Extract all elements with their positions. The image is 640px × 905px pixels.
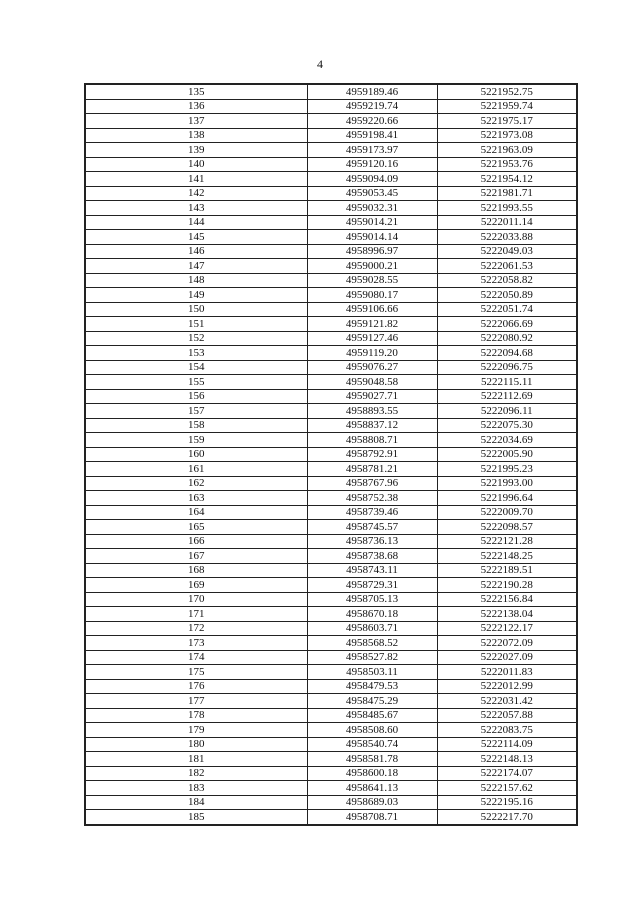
table-row bbox=[85, 621, 577, 636]
x-coordinate-cell: 4958670.18 bbox=[307, 607, 437, 622]
y-coordinate-cell: 5222112.69 bbox=[437, 389, 577, 404]
point-number-cell: 147 bbox=[85, 259, 307, 274]
y-coordinate-cell: 5221996.64 bbox=[437, 491, 577, 506]
x-coordinate-cell: 4959014.21 bbox=[307, 215, 437, 230]
y-coordinate-cell: 5221995.23 bbox=[437, 462, 577, 477]
x-coordinate-cell: 4959173.97 bbox=[307, 143, 437, 158]
x-coordinate-cell: 4958568.52 bbox=[307, 636, 437, 651]
point-number-cell: 176 bbox=[85, 679, 307, 694]
x-coordinate-cell: 4958705.13 bbox=[307, 592, 437, 607]
x-coordinate-cell: 4958738.68 bbox=[307, 549, 437, 564]
table-row bbox=[85, 172, 577, 187]
x-coordinate-cell: 4958729.31 bbox=[307, 578, 437, 593]
y-coordinate-cell: 5222057.88 bbox=[437, 708, 577, 723]
y-coordinate-cell: 5222080.92 bbox=[437, 331, 577, 346]
y-coordinate-cell: 5221975.17 bbox=[437, 114, 577, 129]
y-coordinate-cell: 5222114.09 bbox=[437, 737, 577, 752]
x-coordinate-cell: 4958745.57 bbox=[307, 520, 437, 535]
x-coordinate-cell: 4959000.21 bbox=[307, 259, 437, 274]
point-number-cell: 135 bbox=[85, 84, 307, 99]
table-row bbox=[85, 723, 577, 738]
y-coordinate-cell: 5221993.00 bbox=[437, 476, 577, 491]
y-coordinate-cell: 5222189.51 bbox=[437, 563, 577, 578]
table-row bbox=[85, 491, 577, 506]
point-number-cell: 181 bbox=[85, 752, 307, 767]
point-number-cell: 170 bbox=[85, 592, 307, 607]
point-number-cell: 158 bbox=[85, 418, 307, 433]
x-coordinate-cell: 4958752.38 bbox=[307, 491, 437, 506]
table-row bbox=[85, 534, 577, 549]
table-row bbox=[85, 766, 577, 781]
point-number-cell: 182 bbox=[85, 766, 307, 781]
y-coordinate-cell: 5222190.28 bbox=[437, 578, 577, 593]
x-coordinate-cell: 4958996.97 bbox=[307, 244, 437, 259]
x-coordinate-cell: 4958739.46 bbox=[307, 505, 437, 520]
point-number-cell: 160 bbox=[85, 447, 307, 462]
point-number-cell: 140 bbox=[85, 157, 307, 172]
y-coordinate-cell: 5222098.57 bbox=[437, 520, 577, 535]
y-coordinate-cell: 5221954.12 bbox=[437, 172, 577, 187]
x-coordinate-cell: 4958581.78 bbox=[307, 752, 437, 767]
point-number-cell: 139 bbox=[85, 143, 307, 158]
table-row bbox=[85, 433, 577, 448]
point-number-cell: 136 bbox=[85, 99, 307, 114]
point-number-cell: 169 bbox=[85, 578, 307, 593]
y-coordinate-cell: 5222096.11 bbox=[437, 404, 577, 419]
table-row bbox=[85, 215, 577, 230]
table-row bbox=[85, 346, 577, 361]
table-row bbox=[85, 578, 577, 593]
point-number-cell: 183 bbox=[85, 781, 307, 796]
x-coordinate-cell: 4959032.31 bbox=[307, 201, 437, 216]
x-coordinate-cell: 4959048.58 bbox=[307, 375, 437, 390]
point-number-cell: 146 bbox=[85, 244, 307, 259]
x-coordinate-cell: 4958508.60 bbox=[307, 723, 437, 738]
table-row bbox=[85, 230, 577, 245]
table-row bbox=[85, 679, 577, 694]
point-number-cell: 163 bbox=[85, 491, 307, 506]
table-row bbox=[85, 317, 577, 332]
x-coordinate-cell: 4958600.18 bbox=[307, 766, 437, 781]
y-coordinate-cell: 5222083.75 bbox=[437, 723, 577, 738]
y-coordinate-cell: 5222195.16 bbox=[437, 795, 577, 810]
y-coordinate-cell: 5222157.62 bbox=[437, 781, 577, 796]
point-number-cell: 177 bbox=[85, 694, 307, 709]
y-coordinate-cell: 5222096.75 bbox=[437, 360, 577, 375]
y-coordinate-cell: 5222033.88 bbox=[437, 230, 577, 245]
y-coordinate-cell: 5222049.03 bbox=[437, 244, 577, 259]
table-row bbox=[85, 694, 577, 709]
y-coordinate-cell: 5221959.74 bbox=[437, 99, 577, 114]
point-number-cell: 162 bbox=[85, 476, 307, 491]
table-row bbox=[85, 563, 577, 578]
point-number-cell: 143 bbox=[85, 201, 307, 216]
x-coordinate-cell: 4958485.67 bbox=[307, 708, 437, 723]
y-coordinate-cell: 5221973.08 bbox=[437, 128, 577, 143]
table-row bbox=[85, 549, 577, 564]
table-row bbox=[85, 447, 577, 462]
y-coordinate-cell: 5222034.69 bbox=[437, 433, 577, 448]
x-coordinate-cell: 4959028.55 bbox=[307, 273, 437, 288]
y-coordinate-cell: 5222011.83 bbox=[437, 665, 577, 680]
x-coordinate-cell: 4959119.20 bbox=[307, 346, 437, 361]
coordinates-table-body bbox=[85, 84, 577, 825]
table-row bbox=[85, 114, 577, 129]
point-number-cell: 150 bbox=[85, 302, 307, 317]
point-number-cell: 184 bbox=[85, 795, 307, 810]
table-row bbox=[85, 143, 577, 158]
y-coordinate-cell: 5222121.28 bbox=[437, 534, 577, 549]
table-row bbox=[85, 520, 577, 535]
table-row bbox=[85, 636, 577, 651]
y-coordinate-cell: 5222217.70 bbox=[437, 810, 577, 825]
y-coordinate-cell: 5222061.53 bbox=[437, 259, 577, 274]
y-coordinate-cell: 5222148.25 bbox=[437, 549, 577, 564]
point-number-cell: 151 bbox=[85, 317, 307, 332]
y-coordinate-cell: 5222066.69 bbox=[437, 317, 577, 332]
table-row bbox=[85, 810, 577, 825]
x-coordinate-cell: 4958893.55 bbox=[307, 404, 437, 419]
table-row bbox=[85, 752, 577, 767]
x-coordinate-cell: 4959120.16 bbox=[307, 157, 437, 172]
table-row bbox=[85, 259, 577, 274]
point-number-cell: 171 bbox=[85, 607, 307, 622]
point-number-cell: 180 bbox=[85, 737, 307, 752]
table-row bbox=[85, 708, 577, 723]
y-coordinate-cell: 5222027.09 bbox=[437, 650, 577, 665]
table-row bbox=[85, 389, 577, 404]
x-coordinate-cell: 4958641.13 bbox=[307, 781, 437, 796]
table-row bbox=[85, 650, 577, 665]
point-number-cell: 138 bbox=[85, 128, 307, 143]
table-row bbox=[85, 665, 577, 680]
point-number-cell: 185 bbox=[85, 810, 307, 825]
y-coordinate-cell: 5222138.04 bbox=[437, 607, 577, 622]
x-coordinate-cell: 4958792.91 bbox=[307, 447, 437, 462]
table-row bbox=[85, 607, 577, 622]
table-row bbox=[85, 795, 577, 810]
table-row bbox=[85, 737, 577, 752]
y-coordinate-cell: 5221952.75 bbox=[437, 84, 577, 99]
table-row bbox=[85, 418, 577, 433]
point-number-cell: 168 bbox=[85, 563, 307, 578]
y-coordinate-cell: 5221963.09 bbox=[437, 143, 577, 158]
point-number-cell: 145 bbox=[85, 230, 307, 245]
y-coordinate-cell: 5222012.99 bbox=[437, 679, 577, 694]
x-coordinate-cell: 4959080.17 bbox=[307, 288, 437, 303]
y-coordinate-cell: 5222072.09 bbox=[437, 636, 577, 651]
y-coordinate-cell: 5222075.30 bbox=[437, 418, 577, 433]
x-coordinate-cell: 4958708.71 bbox=[307, 810, 437, 825]
point-number-cell: 179 bbox=[85, 723, 307, 738]
table-row bbox=[85, 288, 577, 303]
point-number-cell: 154 bbox=[85, 360, 307, 375]
x-coordinate-cell: 4958837.12 bbox=[307, 418, 437, 433]
table-row bbox=[85, 84, 577, 99]
y-coordinate-cell: 5222005.90 bbox=[437, 447, 577, 462]
x-coordinate-cell: 4958781.21 bbox=[307, 462, 437, 477]
point-number-cell: 172 bbox=[85, 621, 307, 636]
table-row bbox=[85, 404, 577, 419]
point-number-cell: 144 bbox=[85, 215, 307, 230]
x-coordinate-cell: 4958540.74 bbox=[307, 737, 437, 752]
x-coordinate-cell: 4959220.66 bbox=[307, 114, 437, 129]
x-coordinate-cell: 4958808.71 bbox=[307, 433, 437, 448]
y-coordinate-cell: 5222115.11 bbox=[437, 375, 577, 390]
x-coordinate-cell: 4958527.82 bbox=[307, 650, 437, 665]
x-coordinate-cell: 4959198.41 bbox=[307, 128, 437, 143]
table-row bbox=[85, 99, 577, 114]
table-row bbox=[85, 476, 577, 491]
x-coordinate-cell: 4959027.71 bbox=[307, 389, 437, 404]
point-number-cell: 167 bbox=[85, 549, 307, 564]
point-number-cell: 141 bbox=[85, 172, 307, 187]
x-coordinate-cell: 4958743.11 bbox=[307, 563, 437, 578]
point-number-cell: 153 bbox=[85, 346, 307, 361]
point-number-cell: 142 bbox=[85, 186, 307, 201]
table-row bbox=[85, 375, 577, 390]
y-coordinate-cell: 5222051.74 bbox=[437, 302, 577, 317]
x-coordinate-cell: 4958475.29 bbox=[307, 694, 437, 709]
x-coordinate-cell: 4958736.13 bbox=[307, 534, 437, 549]
x-coordinate-cell: 4959076.27 bbox=[307, 360, 437, 375]
y-coordinate-cell: 5222094.68 bbox=[437, 346, 577, 361]
x-coordinate-cell: 4958603.71 bbox=[307, 621, 437, 636]
table-row bbox=[85, 302, 577, 317]
y-coordinate-cell: 5222050.89 bbox=[437, 288, 577, 303]
x-coordinate-cell: 4958767.96 bbox=[307, 476, 437, 491]
x-coordinate-cell: 4959189.46 bbox=[307, 84, 437, 99]
x-coordinate-cell: 4959094.09 bbox=[307, 172, 437, 187]
point-number-cell: 149 bbox=[85, 288, 307, 303]
table-row bbox=[85, 781, 577, 796]
point-number-cell: 159 bbox=[85, 433, 307, 448]
point-number-cell: 161 bbox=[85, 462, 307, 477]
y-coordinate-cell: 5221953.76 bbox=[437, 157, 577, 172]
table-row bbox=[85, 244, 577, 259]
y-coordinate-cell: 5221993.55 bbox=[437, 201, 577, 216]
y-coordinate-cell: 5222148.13 bbox=[437, 752, 577, 767]
point-number-cell: 155 bbox=[85, 375, 307, 390]
y-coordinate-cell: 5222009.70 bbox=[437, 505, 577, 520]
x-coordinate-cell: 4958503.11 bbox=[307, 665, 437, 680]
table-row bbox=[85, 592, 577, 607]
y-coordinate-cell: 5222031.42 bbox=[437, 694, 577, 709]
point-number-cell: 165 bbox=[85, 520, 307, 535]
table-row bbox=[85, 186, 577, 201]
table-row bbox=[85, 505, 577, 520]
table-row bbox=[85, 157, 577, 172]
point-number-cell: 175 bbox=[85, 665, 307, 680]
point-number-cell: 173 bbox=[85, 636, 307, 651]
y-coordinate-cell: 5221981.71 bbox=[437, 186, 577, 201]
point-number-cell: 178 bbox=[85, 708, 307, 723]
point-number-cell: 137 bbox=[85, 114, 307, 129]
coordinates-table bbox=[84, 83, 578, 826]
point-number-cell: 148 bbox=[85, 273, 307, 288]
point-number-cell: 166 bbox=[85, 534, 307, 549]
table-row bbox=[85, 273, 577, 288]
table-row bbox=[85, 331, 577, 346]
point-number-cell: 157 bbox=[85, 404, 307, 419]
page-number: 4 bbox=[317, 57, 323, 71]
x-coordinate-cell: 4959014.14 bbox=[307, 230, 437, 245]
x-coordinate-cell: 4959053.45 bbox=[307, 186, 437, 201]
table-row bbox=[85, 201, 577, 216]
point-number-cell: 174 bbox=[85, 650, 307, 665]
x-coordinate-cell: 4959121.82 bbox=[307, 317, 437, 332]
x-coordinate-cell: 4959219.74 bbox=[307, 99, 437, 114]
table-row bbox=[85, 360, 577, 375]
table-row bbox=[85, 128, 577, 143]
table-row bbox=[85, 462, 577, 477]
point-number-cell: 164 bbox=[85, 505, 307, 520]
y-coordinate-cell: 5222156.84 bbox=[437, 592, 577, 607]
x-coordinate-cell: 4958689.03 bbox=[307, 795, 437, 810]
point-number-cell: 156 bbox=[85, 389, 307, 404]
y-coordinate-cell: 5222122.17 bbox=[437, 621, 577, 636]
x-coordinate-cell: 4959106.66 bbox=[307, 302, 437, 317]
x-coordinate-cell: 4958479.53 bbox=[307, 679, 437, 694]
x-coordinate-cell: 4959127.46 bbox=[307, 331, 437, 346]
point-number-cell: 152 bbox=[85, 331, 307, 346]
y-coordinate-cell: 5222011.14 bbox=[437, 215, 577, 230]
y-coordinate-cell: 5222058.82 bbox=[437, 273, 577, 288]
y-coordinate-cell: 5222174.07 bbox=[437, 766, 577, 781]
